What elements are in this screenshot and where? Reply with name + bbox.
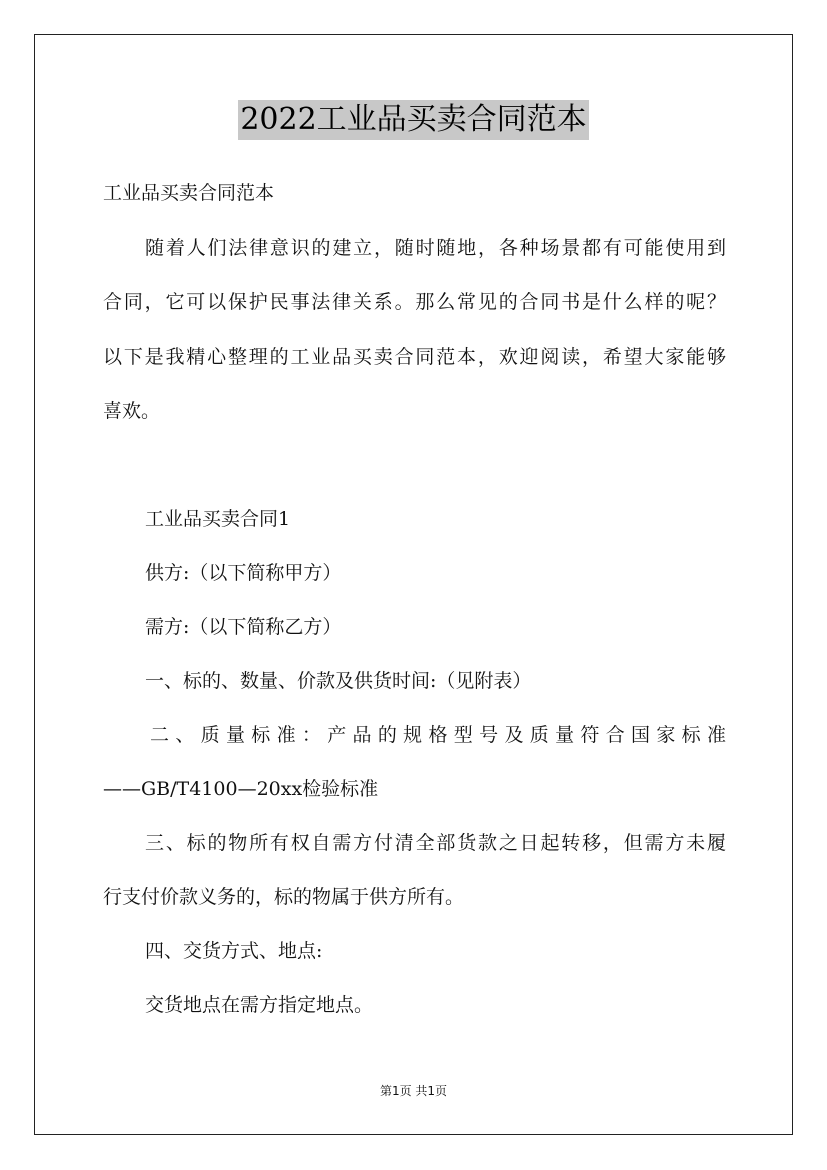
intro-line-2: 合同，它可以保护民事法律关系。那么常见的合同书是什么样的呢？ — [103, 291, 726, 313]
document-subtitle: 工业品买卖合同范本 — [103, 182, 275, 204]
buyer-line: 需方:（以下简称乙方） — [145, 616, 342, 638]
page-number: 第1页 共1页 — [379, 1084, 448, 1098]
clause-4-detail: 交货地点在需方指定地点。 — [145, 994, 374, 1016]
title-container — [0, 100, 827, 140]
clause-2-line-1: 二、质量标准：产品的规格型号及质量符合国家标准 — [150, 724, 726, 746]
intro-line-1: 随着人们法律意识的建立，随时随地，各种场景都有可能使用到 — [145, 237, 726, 259]
clause-2-line-2: ——GB/T4100—20xx检验标准 — [103, 778, 379, 800]
intro-line-3: 以下是我精心整理的工业品买卖合同范本，欢迎阅读，希望大家能够 — [103, 346, 726, 368]
supplier-line: 供方:（以下简称甲方） — [145, 562, 342, 584]
intro-line-4: 喜欢。 — [103, 400, 161, 422]
document-title: 2022工业品买卖合同范本 — [238, 100, 588, 140]
clause-3-line-2: 行支付价款义务的，标的物属于供方所有。 — [103, 886, 465, 908]
contract-heading: 工业品买卖合同1 — [145, 508, 291, 530]
clause-1: 一、标的、数量、价款及供货时间:（见附表） — [145, 670, 532, 692]
clause-4: 四、交货方式、地点: — [145, 940, 323, 962]
clause-3-line-1: 三、标的物所有权自需方付清全部货款之日起转移，但需方未履 — [145, 832, 726, 854]
